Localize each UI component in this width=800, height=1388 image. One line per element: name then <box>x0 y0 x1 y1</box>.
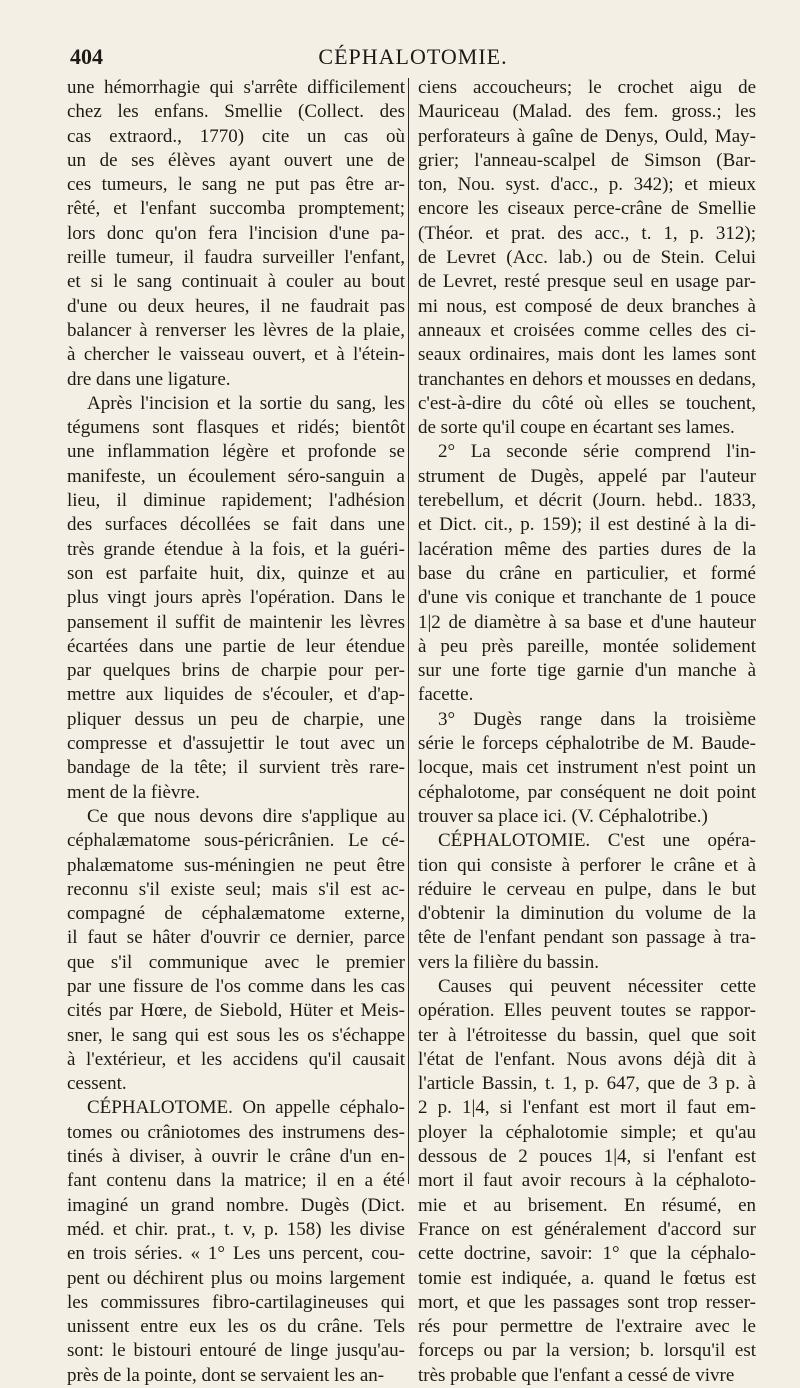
text-line: sur une forte tige garnie d'un manche à <box>418 660 756 682</box>
text-line: et si le sang continuait à couler au bout <box>67 271 405 293</box>
text-line: manifeste, un écoulement séro-sanguin a <box>67 465 405 487</box>
text-line: CÉPHALOTOME. On appelle céphalo- <box>87 1097 405 1119</box>
text-line: par quelques brins de charpie pour per- <box>67 660 405 682</box>
text-line: cette doctrine, savoir: 1° que la céphalo- <box>418 1243 756 1265</box>
text-line: ployer la céphalotomie simple; et qu'au <box>418 1121 756 1143</box>
text-line: dre dans une ligature. <box>67 368 231 390</box>
text-line: compagné de céphalæmatome externe, <box>67 903 405 925</box>
text-line: ton, Nou. syst. d'acc., p. 342); et mieux <box>418 174 756 196</box>
column-divider <box>408 78 409 1184</box>
text-line: tion qui consiste à perforer le crâne et à <box>418 854 756 876</box>
text-line: locque, mais cet instrument n'est point un <box>418 757 756 779</box>
text-line: facette. <box>418 684 474 706</box>
text-line: mie et au brisement. En résumé, en <box>418 1194 756 1216</box>
text-line: tranchantes en dehors et mousses en dedans, <box>418 368 756 390</box>
text-line: à peu près pareille, montée solidement <box>418 635 756 657</box>
left-column <box>67 76 405 1388</box>
text-line: reille tumeur, il faudra surveiller l'enfant, <box>67 247 405 269</box>
text-line: l'article Bassin, t. 1, p. 647, que de 3 p. à <box>418 1073 756 1095</box>
text-line: reconnu s'il existe seul; mais s'il est ac- <box>67 878 405 900</box>
text-line: Après l'incision et la sortie du sang, les <box>87 392 405 414</box>
text-line: tomes ou crâniotomes des instrumens des- <box>67 1121 405 1143</box>
text-line: tête de l'enfant pendant son passage à tra- <box>418 927 756 949</box>
text-line: d'obtenir la diminution du volume de la <box>418 903 756 925</box>
text-line: compresse et d'assujettir le tout avec un <box>67 733 405 755</box>
text-line: trouver sa place ici. (V. Céphalotribe.) <box>418 805 708 827</box>
text-line: mort, et que les passages sont trop resser- <box>418 1291 756 1313</box>
text-line: à l'extérieur, et les accidens qu'il causait <box>67 1048 405 1070</box>
text-line: tomie est indiquée, a. quand le fœtus est <box>418 1267 756 1289</box>
text-line: cessent. <box>67 1073 127 1095</box>
text-line: à chercher le vaisseau ouvert, et à l'étein- <box>67 344 405 366</box>
text-line: phalæmatome sus-méningien ne peut être <box>67 854 405 876</box>
text-line: lors donc qu'on fera l'incision d'une pa- <box>67 222 405 244</box>
text-line: perforateurs à gaîne de Denys, Ould, May- <box>418 125 756 147</box>
text-line: Ce que nous devons dire s'applique au <box>87 805 405 827</box>
text-line: écartées dans une partie de leur étendue <box>67 635 405 657</box>
text-line: de Levret, resté presque seul en usage par- <box>418 271 756 293</box>
text-line: 1|2 de diamètre à sa base et d'une hauteur <box>418 611 756 633</box>
text-line: lieu, il diminue rapidement; l'adhésion <box>67 490 405 512</box>
text-line: rés pour permettre de l'extraire avec le <box>418 1316 756 1338</box>
text-line: d'une vis conique et tranchante de 1 pouce <box>418 587 756 609</box>
text-line: que s'il communique avec le premier <box>67 951 405 973</box>
text-line: dessous de 2 pouces 1|4, si l'enfant est <box>418 1146 756 1168</box>
text-line: mort il faut avoir recours à la céphaloto- <box>418 1170 756 1192</box>
text-line: pliquer dessus un peu de charpie, une <box>67 708 405 730</box>
text-line: lacération même des parties dures de la <box>418 538 756 560</box>
text-line: balancer à renverser les lèvres de la plaie, <box>67 319 405 341</box>
text-line: les commissures fibro-cartilagineuses qui <box>67 1291 405 1313</box>
text-line: c'est-à-dire du côté où elles se touchent, <box>418 392 756 414</box>
text-line: rêté, et l'enfant succomba promptement; <box>67 198 405 220</box>
text-line: céphalæmatome sous-péricrânien. Le cé- <box>67 830 405 852</box>
text-line: tinés à diviser, à ouvrir le crâne d'un en- <box>67 1146 405 1168</box>
text-line: anneaux et croisées comme celles des ci- <box>418 319 756 341</box>
text-line: Mauriceau (Malad. des fem. gross.; les <box>418 101 756 123</box>
text-line: mettre aux liquides de s'écouler, et d'ap- <box>67 684 405 706</box>
text-line: un de ses élèves ayant ouvert une de <box>67 149 405 171</box>
text-line: cas extraord., 1770) cite un cas où <box>67 125 405 147</box>
text-line: céphalotome, par conséquent ne doit point <box>418 781 756 803</box>
text-line: pansement il suffit de maintenir les lèvres <box>67 611 405 633</box>
text-line: il faut se hâter d'ouvrir ce dernier, parce <box>67 927 405 949</box>
text-line: grier; l'anneau-scalpel de Simson (Bar- <box>418 149 756 171</box>
text-line: seaux ordinaires, mais dont les lames sont <box>418 344 756 366</box>
text-line: très probable que l'enfant a cessé de vivre <box>418 1364 735 1386</box>
page-header <box>70 44 756 74</box>
text-line: de sorte qu'il coupe en écartant ses lames. <box>418 417 735 439</box>
text-line: plus vingt jours après l'opération. Dans le <box>67 587 405 609</box>
text-line: par une fissure de l'os comme dans les cas <box>67 975 405 997</box>
text-line: Causes qui peuvent nécessiter cette <box>438 975 756 997</box>
text-line: ter à l'étroitesse du bassin, quel que soit <box>418 1024 756 1046</box>
text-line: terebellum, et décrit (Journ. hebd.. 1833, <box>418 490 756 512</box>
text-line: unissent entre eux les os du crâne. Tels <box>67 1316 405 1338</box>
text-line: une hémorrhagie qui s'arrête difficilement <box>67 77 405 98</box>
text-line: ment de la fièvre. <box>67 781 200 803</box>
text-line: mi nous, est composé de deux branches à <box>418 295 756 317</box>
right-column <box>418 76 756 1388</box>
text-line: son est parfaite huit, dix, quinze et au <box>67 562 405 584</box>
text-line: très grande étendue à la fois, et la guéri- <box>67 538 405 560</box>
text-line: tégumens sont flasques et ridés; bientôt <box>67 417 405 439</box>
text-line: de Levret (Acc. lab.) ou de Stein. Celui <box>418 247 756 269</box>
text-line: 2° La seconde série comprend l'in- <box>438 441 756 463</box>
text-line: et Dict. cit., p. 159); il est destiné à la di- <box>418 514 756 536</box>
text-line: cités par Hœre, de Siebold, Hüter et Meis- <box>67 1000 405 1022</box>
text-line: ces tumeurs, le sang ne put pas être ar- <box>67 174 405 196</box>
text-line: sner, le sang qui est sous les os s'échappe <box>67 1024 405 1046</box>
text-line: près de la pointe, dont se servaient les an- <box>67 1364 385 1386</box>
text-line: imaginé un grand nombre. Dugès (Dict. <box>67 1194 405 1216</box>
text-line: forceps ou par la version; b. lorsqu'il est <box>418 1340 756 1362</box>
text-line: CÉPHALOTOMIE. C'est une opéra- <box>438 830 756 852</box>
text-line: (Théor. et prat. des acc., t. 1, p. 312); <box>418 222 756 244</box>
text-line: en trois séries. « 1° Les uns percent, cou- <box>67 1243 405 1265</box>
text-line: des surfaces décollées se fait dans une <box>67 514 405 536</box>
text-line: 2 p. 1|4, si l'enfant est mort il faut em- <box>418 1097 756 1119</box>
text-line: France on est généralement d'accord sur <box>418 1218 756 1240</box>
text-line: fant contenu dans la matrice; il en a été <box>67 1170 405 1192</box>
text-line: réduire le cerveau en pulpe, dans le but <box>418 878 756 900</box>
text-line: 3° Dugès range dans la troisième <box>438 708 756 730</box>
text-line: chez les enfans. Smellie (Collect. des <box>67 101 405 123</box>
running-title: CÉPHALOTOMIE. <box>318 44 508 69</box>
text-line: strument de Dugès, appelé par l'auteur <box>418 465 756 487</box>
text-line: bandage de la tête; il survient très rare- <box>67 757 405 779</box>
text-line: d'une ou deux heures, il ne faudrait pas <box>67 295 405 317</box>
text-line: base du crâne en particulier, et formé <box>418 562 756 584</box>
page-number: 404 <box>70 44 103 69</box>
text-line: sont: le bistouri entouré de linge jusqu'au- <box>67 1340 405 1362</box>
text-line: vers la filière du bassin. <box>418 951 599 973</box>
text-line: méd. et chir. prat., t. v, p. 158) les divise <box>67 1218 405 1240</box>
text-line: série le forceps céphalotribe de M. Baude- <box>418 733 756 755</box>
text-line: l'état de l'enfant. Nous avons déjà dit à <box>418 1048 756 1070</box>
text-line: opération. Elles peuvent toutes se rappor- <box>418 1000 756 1022</box>
text-line: une inflammation légère et profonde se <box>67 441 405 463</box>
text-line: encore les ciseaux perce-crâne de Smellie <box>418 198 756 220</box>
text-line: pent ou déchirent plus ou moins largement <box>67 1267 405 1289</box>
text-line: ciens accoucheurs; le crochet aigu de <box>418 77 756 98</box>
